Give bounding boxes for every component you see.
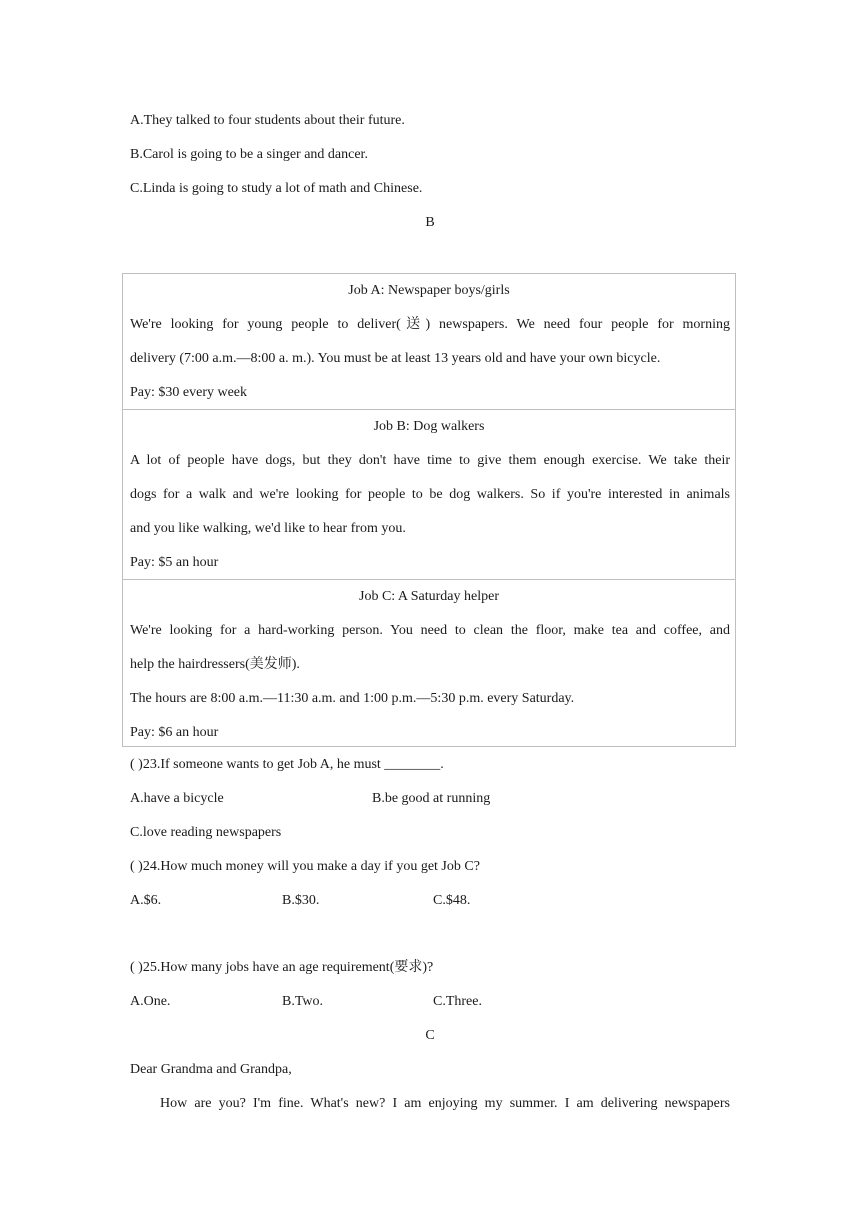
job-a-cell <box>123 274 735 409</box>
question-23-stem: ( )23.If someone wants to get Job A, he must ________. <box>130 757 444 772</box>
question-25-option-a: A.One. <box>130 994 171 1009</box>
letter-first-line-text: How are you? I'm fine. What's new? I am enjoying my summer. I am delivering newspapers <box>160 1096 730 1111</box>
section-c-heading: C <box>425 1028 435 1043</box>
job-b-line-1: A lot of people have dogs, but they don't have time to give them enough exercise. We take their <box>130 453 730 468</box>
job-b-cell <box>123 409 735 579</box>
question-25-option-c: C.Three. <box>433 994 482 1009</box>
job-b-line-2: dogs for a walk and we're looking for people to be dog walkers. So if you're interested in animals <box>130 487 730 502</box>
job-a-title: Job A: Newspaper boys/girls <box>348 283 510 298</box>
question-23-option-c: C.love reading newspapers <box>130 825 282 840</box>
job-c-line-2: help the hairdressers(美发师). <box>130 657 300 672</box>
question-23-option-a: A.have a bicycle <box>130 791 224 806</box>
question-25-stem: ( )25.How many jobs have an age requirement(要求)? <box>130 960 434 975</box>
job-a-line-2: delivery (7:00 a.m.—8:00 a. m.). You must be at least 13 years old and have your own bicycle. <box>130 351 661 366</box>
job-b-title: Job B: Dog walkers <box>373 419 485 434</box>
option-b-text: B.Carol is going to be a singer and dancer. <box>130 147 368 162</box>
question-25-option-b: B.Two. <box>282 994 324 1009</box>
jobs-table <box>122 273 736 747</box>
job-a-pay: Pay: $30 every week <box>130 385 248 400</box>
option-c-text: C.Linda is going to study a lot of math and Chinese. <box>130 181 423 196</box>
question-24-option-b: B.$30. <box>282 893 320 908</box>
question-24-option-a: A.$6. <box>130 893 162 908</box>
letter-greeting: Dear Grandma and Grandpa, <box>130 1062 292 1077</box>
question-24-stem: ( )24.How much money will you make a day if you get Job C? <box>130 859 480 874</box>
section-b-heading: B <box>425 215 435 230</box>
job-b-pay: Pay: $5 an hour <box>130 555 219 570</box>
question-24-option-c: C.$48. <box>433 893 471 908</box>
job-c-title: Job C: A Saturday helper <box>359 589 499 604</box>
question-23-option-b: B.be good at running <box>372 791 491 806</box>
job-c-cell <box>123 579 735 746</box>
job-c-line-1: We're looking for a hard-working person. You need to clean the floor, make tea and coffee, and <box>130 623 730 638</box>
job-c-pay: Pay: $6 an hour <box>130 725 219 740</box>
letter-first-line <box>160 1094 730 1114</box>
option-a-text: A.They talked to four students about their future. <box>130 113 405 128</box>
job-c-line-3: The hours are 8:00 a.m.—11:30 a.m. and 1:00 p.m.—5:30 p.m. every Saturday. <box>130 691 575 706</box>
job-b-line-3: and you like walking, we'd like to hear from you. <box>130 521 406 536</box>
job-a-line-1: We're looking for young people to deliver(送) newspapers. We need four people for morning <box>130 317 730 332</box>
